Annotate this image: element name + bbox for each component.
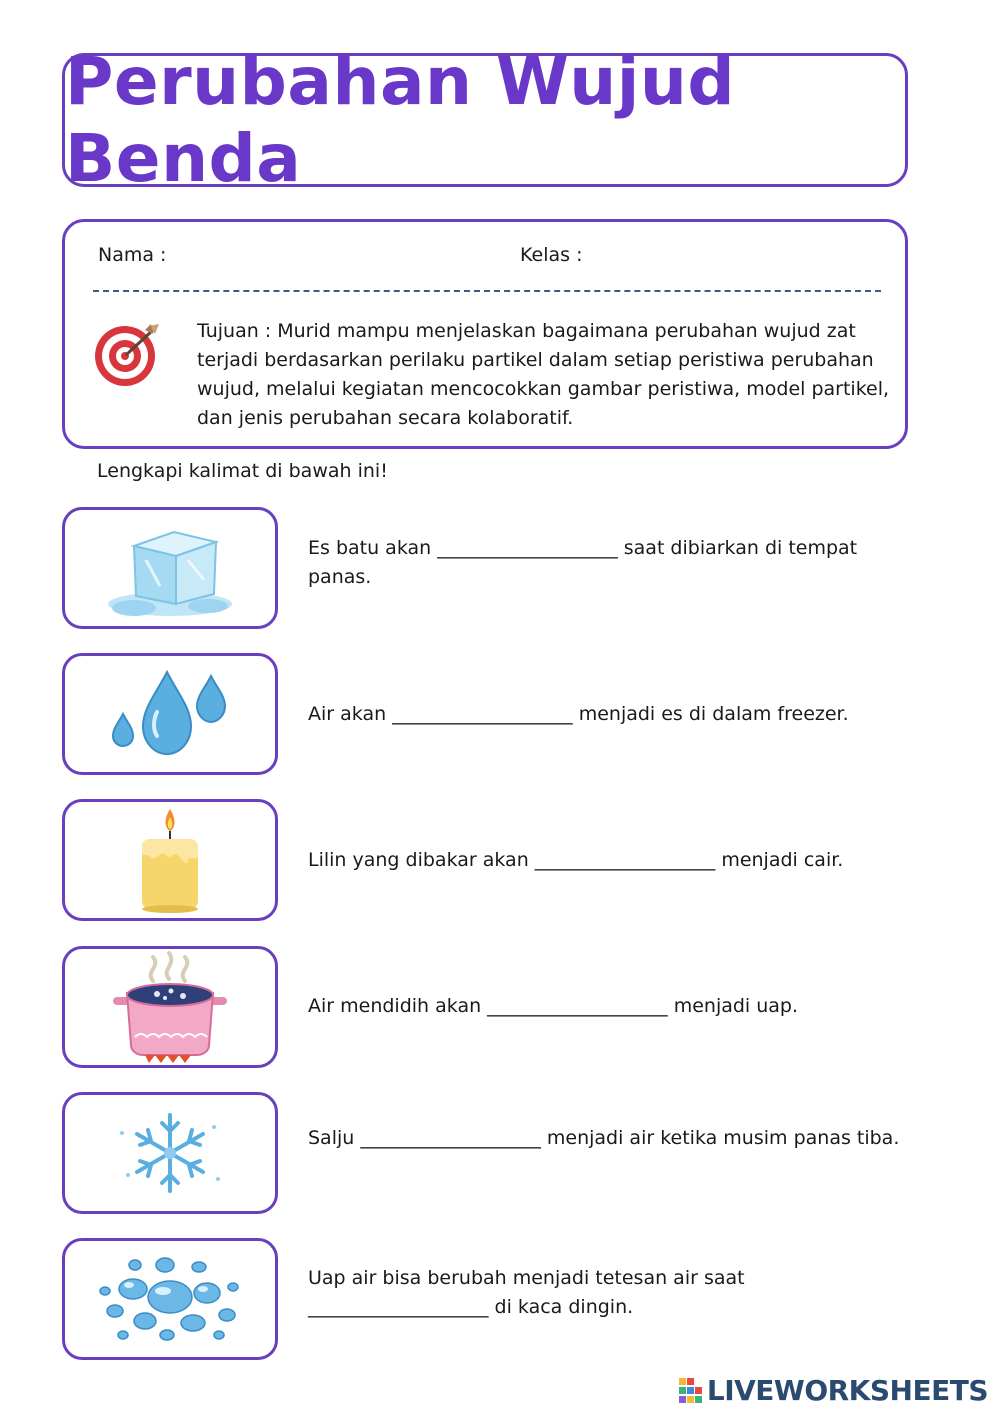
class-label: Kelas :: [520, 244, 583, 266]
image-box-ice: [62, 507, 278, 629]
image-box-condensation: [62, 1238, 278, 1360]
condensation-droplets-icon: [95, 1249, 245, 1349]
image-box-candle: [62, 799, 278, 921]
instruction-text: Lengkapi kalimat di bawah ini!: [97, 460, 388, 482]
target-icon: [93, 320, 161, 388]
melting-ice-cube-icon: [100, 516, 240, 621]
liveworksheets-text: LIVEWORKSHEETS: [706, 1374, 988, 1407]
question-3: Lilin yang dibakar akan ___________________ menjadi cair.: [308, 849, 844, 871]
image-box-snow: [62, 1092, 278, 1214]
water-drops-icon: [105, 664, 235, 764]
question-5: Salju ___________________ menjadi air ketika musim panas tiba.: [308, 1127, 900, 1149]
liveworksheets-logo: [679, 1374, 988, 1407]
liveworksheets-logo-icon: [679, 1378, 703, 1404]
question-4: Air mendidih akan ___________________ menjadi uap.: [308, 995, 799, 1017]
question-1: Es batu akan ___________________ saat dibiarkan di tempat panas.: [308, 537, 858, 588]
burning-candle-icon: [130, 805, 210, 915]
title-box: [62, 43, 908, 197]
boiling-pot-icon: [105, 951, 235, 1063]
page-title: Perubahan Wujud Benda: [65, 43, 736, 197]
snowflake-icon: [110, 1103, 230, 1203]
question-2: Air akan ___________________ menjadi es di dalam freezer.: [308, 703, 849, 725]
goal-text: Tujuan : Murid mampu menjelaskan bagaimana perubahan wujud zat terjadi berdasarkan perilaku partikel dalam setiap peristiwa perubahan wujud, melalui kegiatan mencocokkan gambar peristiwa, model partikel, dan jenis perubahan secara kolaboratif.: [197, 320, 890, 429]
image-box-water: [62, 653, 278, 775]
question-6: Uap air bisa berubah menjadi tetesan air saat ___________________ di kaca dingin.: [308, 1267, 745, 1318]
dashed-divider: [93, 290, 881, 292]
name-label: Nama :: [98, 244, 167, 266]
image-box-pot: [62, 946, 278, 1068]
info-box: [62, 219, 908, 449]
